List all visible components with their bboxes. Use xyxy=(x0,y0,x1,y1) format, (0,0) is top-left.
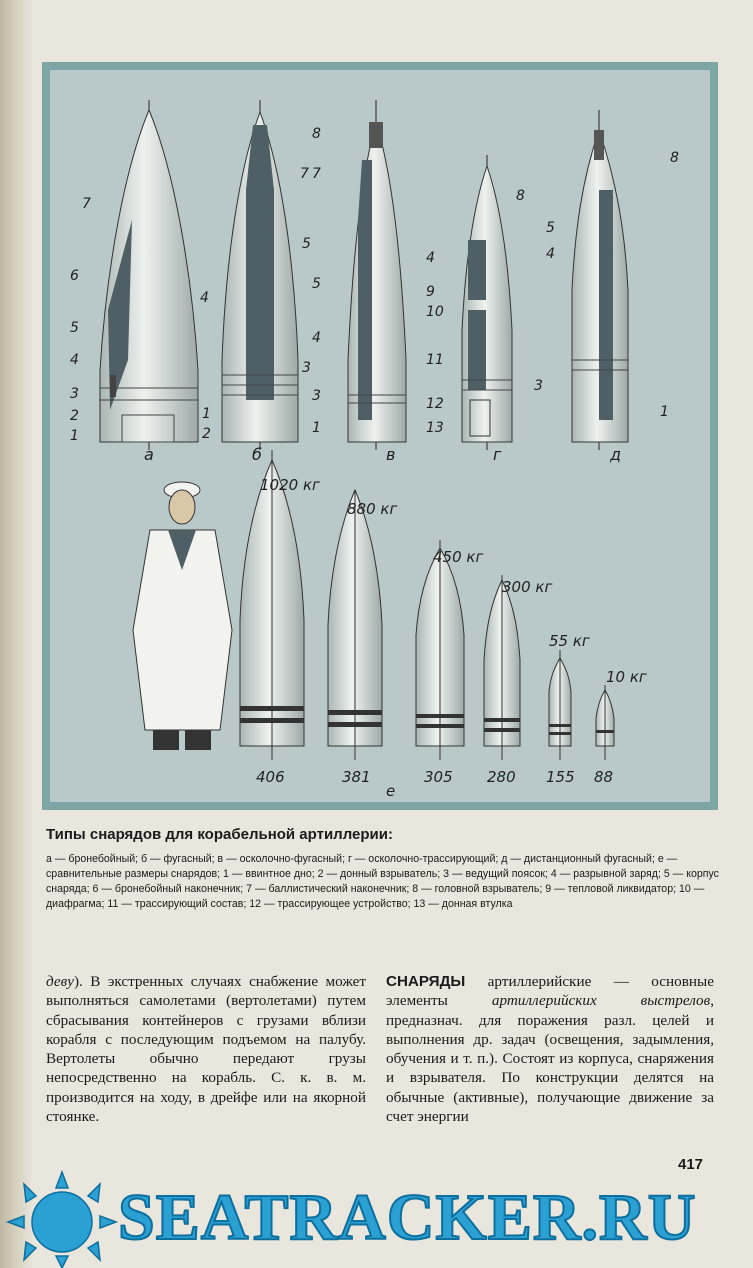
callout-a-7: 7 xyxy=(82,196,91,212)
callout-b-4: 4 xyxy=(200,290,209,306)
book-spine-shadow xyxy=(0,0,34,1268)
callout-a-4: 4 xyxy=(70,352,79,368)
panel-letter-e: е xyxy=(386,782,396,800)
entry-term: СНАРЯДЫ xyxy=(386,973,466,990)
left-column-body: ). В экстренных случаях снабжение может выполняться самолетами (вертолетами) путем сбрасывания контейнеров с грузами вблизи корабля с последующим подъемом на палубу. Вертолеты обычно передают грузы непосредственно на корабль. С. к. в. м. производится на ходу, в дрейфе или на якорной стоянке. xyxy=(46,973,366,1126)
shell-b xyxy=(222,100,298,450)
caliber-280: 280 xyxy=(487,768,516,786)
caliber-155: 155 xyxy=(546,768,575,786)
panel-letter-d: д xyxy=(610,445,622,464)
figure-caption-title: Типы снарядов для корабельной артиллерии: xyxy=(46,826,393,843)
callout-d-4: 4 xyxy=(546,246,555,262)
comparison-shells xyxy=(240,450,614,760)
mass-381: 880 кг xyxy=(347,500,398,518)
callout-g-8: 8 xyxy=(516,188,525,204)
figure-caption-legend: а — бронебойный; б — фугасный; в — осколочно-фугасный; г — осколочно-трассирующий; д — дистанционный фугасный; е — сравнительные размеры снарядов; 1 — ввинтное дно; 2 — донный взрыватель; 3 — ведущий поясок; 4 — разрывной заряд; 5 — корпус снаряда; 6 — бронебойный наконечник; 7 — баллистический наконечник; 8 — головной взрыватель; 9 — тепловой ликвидатор; 10 — диафрагма; 11 — трассирующий состав; 12 — трассирующее устройство; 13 — донная втулка xyxy=(46,853,719,910)
callout-v-1: 1 xyxy=(312,420,321,436)
figure-plate xyxy=(42,62,718,810)
callout-a-2: 2 xyxy=(70,408,79,424)
shell-g xyxy=(462,155,512,450)
callout-v-7: 7 xyxy=(312,166,321,182)
mass-88: 10 кг xyxy=(606,668,647,686)
panel-letter-g: г xyxy=(493,445,502,464)
caliber-88: 88 xyxy=(594,768,614,786)
callout-v-4: 4 xyxy=(312,330,321,346)
mass-155: 55 кг xyxy=(549,632,590,650)
callout-g-11: 11 xyxy=(426,352,444,368)
panel-letter-v: в xyxy=(386,445,396,464)
callout-g-12: 12 xyxy=(426,396,444,412)
panel-letters xyxy=(144,445,621,464)
shell-v xyxy=(348,100,406,450)
entry-body: , предназнач. для поражения разл. целей и выполнения др. задач (освещения, задымления, обучения и т. п.). Состоят из корпуса, снаряжения и взрывателя. По конструкции делятся на обычные (активные), получающие движение за счет энергии xyxy=(386,992,714,1126)
callout-b-1: 1 xyxy=(202,406,211,422)
mass-280: 300 кг xyxy=(502,578,553,596)
shell-d xyxy=(572,110,628,450)
caliber-305: 305 xyxy=(424,768,453,786)
shells-illustration xyxy=(50,70,710,802)
left-column-text xyxy=(46,972,366,1126)
callout-d-8: 8 xyxy=(670,150,679,166)
callout-a-1: 1 xyxy=(70,428,79,444)
callout-g-13: 13 xyxy=(426,420,444,436)
callout-a-5: 5 xyxy=(70,320,79,336)
callout-a-6: 6 xyxy=(70,268,79,284)
callout-g-10: 10 xyxy=(426,304,444,320)
watermark-text: SEATRACKER.RU xyxy=(118,1181,697,1254)
panel-letter-b: б xyxy=(252,445,262,464)
sailor-silhouette xyxy=(133,482,232,750)
caliber-labels xyxy=(256,768,613,800)
callout-v-5: 5 xyxy=(312,276,321,292)
callout-d-5: 5 xyxy=(546,220,555,236)
caliber-381: 381 xyxy=(342,768,371,786)
callout-g-4: 4 xyxy=(426,250,435,266)
entry-crossref-link: артиллерийских выстрелов xyxy=(491,992,711,1010)
mass-406: 1020 кг xyxy=(260,476,320,494)
callout-b-3: 3 xyxy=(302,360,311,376)
caliber-406: 406 xyxy=(256,768,285,786)
callout-v-3: 3 xyxy=(312,388,321,404)
callout-b-2: 2 xyxy=(202,426,211,442)
callout-a-3: 3 xyxy=(70,386,79,402)
panel-letter-a: а xyxy=(144,445,154,464)
callout-g-3: 3 xyxy=(534,378,543,394)
mass-305: 450 кг xyxy=(433,548,484,566)
callout-g-9: 9 xyxy=(426,284,435,300)
callout-v-8: 8 xyxy=(312,126,321,142)
right-column-text xyxy=(386,972,714,1126)
entry-term-rest: артиллерийские — основные элементы xyxy=(386,973,714,1010)
shell-a xyxy=(100,100,198,450)
callout-b-7: 7 xyxy=(300,166,309,182)
left-italic-start: деву xyxy=(46,973,74,990)
page-number: 417 xyxy=(678,1156,704,1173)
callout-b-5: 5 xyxy=(302,236,311,252)
callout-d-1: 1 xyxy=(660,404,669,420)
